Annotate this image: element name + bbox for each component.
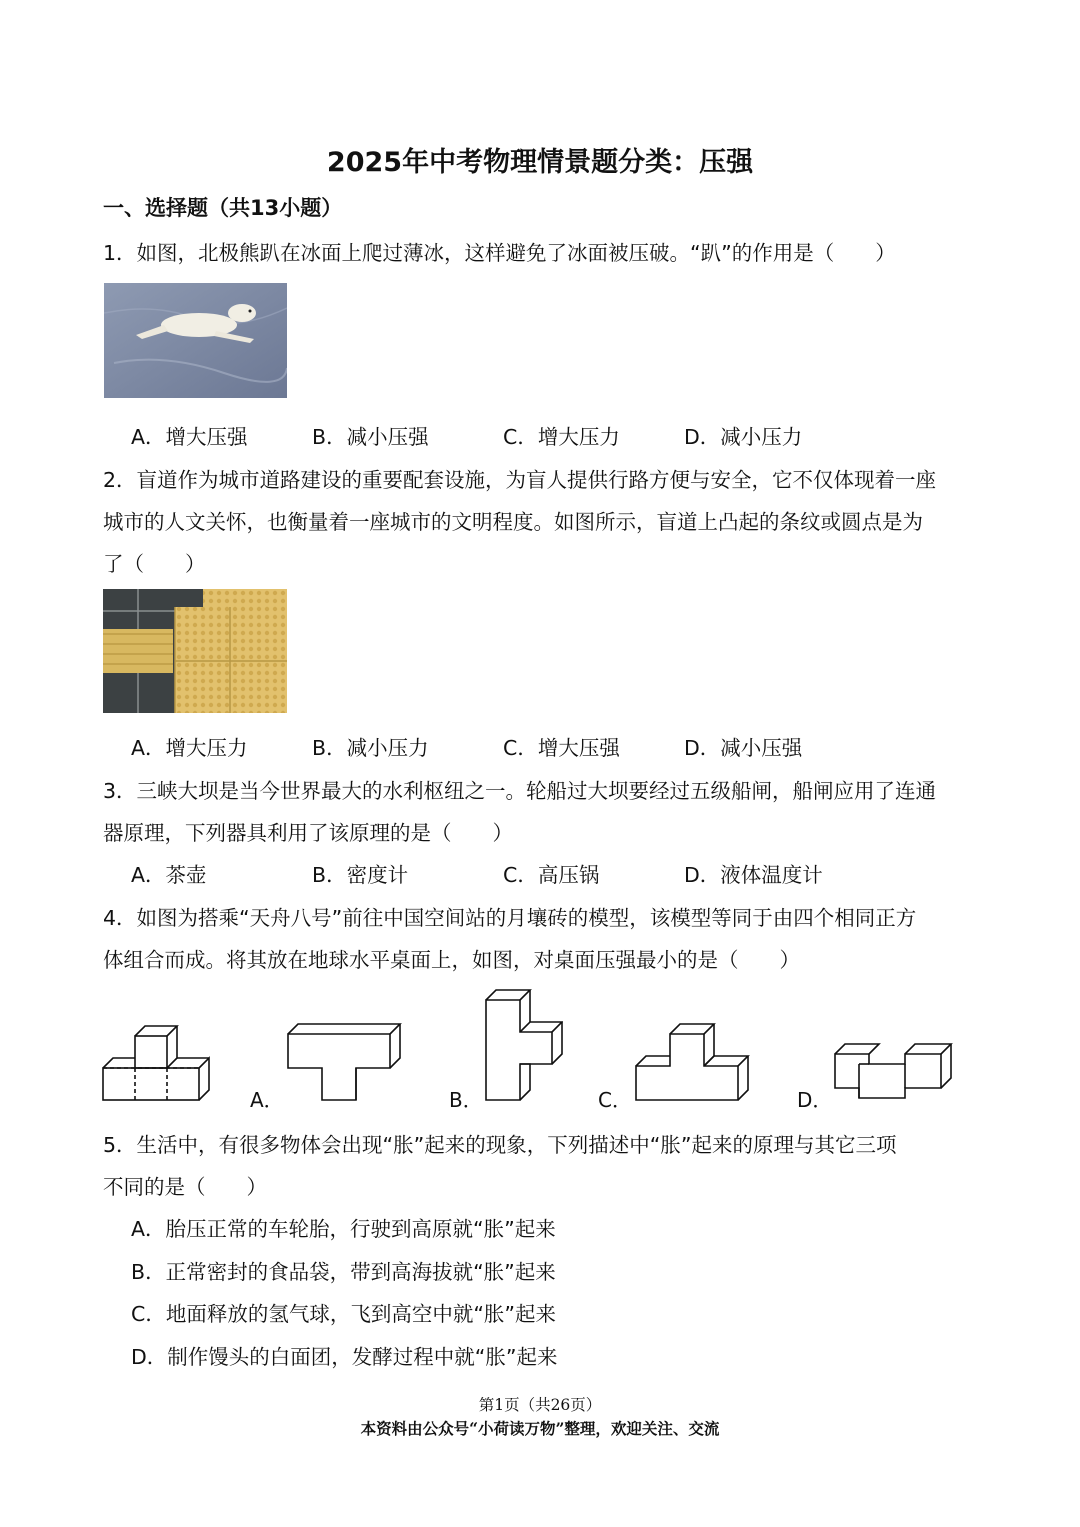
- q2-stem-line3: 了（ ）: [103, 552, 206, 576]
- q5-option-a: A．胎压正常的车轮胎，行驶到高原就“胀”起来: [131, 1217, 556, 1241]
- q5-stem-line2: 不同的是（ ）: [103, 1175, 267, 1199]
- q5-option-c: C．地面释放的氢气球，飞到高空中就“胀”起来: [131, 1302, 557, 1326]
- q4-option-d-label: D．: [797, 1088, 833, 1112]
- option-d-figure: [832, 1040, 956, 1104]
- polar-bear-photo: [104, 283, 287, 398]
- q3-stem-line2: 器原理，下列器具利用了该原理的是（ ）: [103, 821, 513, 845]
- q2-option-c: C．增大压强: [503, 736, 620, 760]
- q3-stem-line1: 3．三峡大坝是当今世界最大的水利枢纽之一。轮船过大坝要经过五级船闸，船闸应用了连通: [103, 779, 937, 803]
- q2-stem-line2: 城市的人文关怀，也衡量着一座城市的文明程度。如图所示，盲道上凸起的条纹或圆点是为: [103, 510, 923, 534]
- q4-option-c-label: C．: [598, 1088, 632, 1112]
- q1-option-b: B．减小压强: [312, 425, 429, 449]
- q1-option-c: C．增大压力: [503, 425, 620, 449]
- brick-model-figure: [100, 1024, 216, 1104]
- q5-option-b: B．正常密封的食品袋，带到高海拔就“胀”起来: [131, 1260, 556, 1284]
- option-c-figure: [633, 1020, 751, 1104]
- q2-stem-line1: 2．盲道作为城市道路建设的重要配套设施，为盲人提供行路方便与安全，它不仅体现着一座: [103, 468, 937, 492]
- q1-option-a: A．增大压强: [131, 425, 248, 449]
- footer-note: 本资料由公众号“小荷读万物”整理，欢迎关注、交流: [360, 1419, 720, 1438]
- q3-option-b: B．密度计: [312, 863, 409, 887]
- q2-option-a: A．增大压力: [131, 736, 248, 760]
- q2-option-d: D．减小压强: [684, 736, 803, 760]
- q3-option-a: A．茶壶: [131, 863, 207, 887]
- q4-option-a-label: A．: [250, 1088, 284, 1112]
- page-title: 2025年中考物理情景题分类：压强: [326, 147, 754, 178]
- q2-option-b: B．减小压力: [312, 736, 429, 760]
- q5-option-d: D．制作馒头的白面团，发酵过程中就“胀”起来: [131, 1345, 558, 1369]
- q4-stem-line1: 4．如图为搭乘“天舟八号”前往中国空间站的月壤砖的模型，该模型等同于由四个相同正方: [103, 906, 917, 930]
- q1-option-d: D．减小压力: [684, 425, 803, 449]
- q3-option-c: C．高压锅: [503, 863, 600, 887]
- q4-stem-line2: 体组合而成。将其放在地球水平桌面上，如图，对桌面压强最小的是（ ）: [103, 948, 800, 972]
- tactile-paving-photo: [103, 589, 287, 713]
- page-number: 第1页（共26页）: [478, 1396, 602, 1414]
- option-b-figure: [483, 986, 563, 1106]
- q1-stem: 1．如图，北极熊趴在冰面上爬过薄冰，这样避免了冰面被压破。“趴”的作用是（ ）: [103, 241, 896, 265]
- q3-option-d: D．液体温度计: [684, 863, 823, 887]
- option-a-figure: [285, 1020, 403, 1104]
- q4-option-b-label: B．: [449, 1088, 483, 1112]
- section-heading: 一、选择题（共13小题）: [103, 196, 343, 220]
- q5-stem-line1: 5．生活中，有很多物体会出现“胀”起来的现象，下列描述中“胀”起来的原理与其它三项: [103, 1133, 897, 1157]
